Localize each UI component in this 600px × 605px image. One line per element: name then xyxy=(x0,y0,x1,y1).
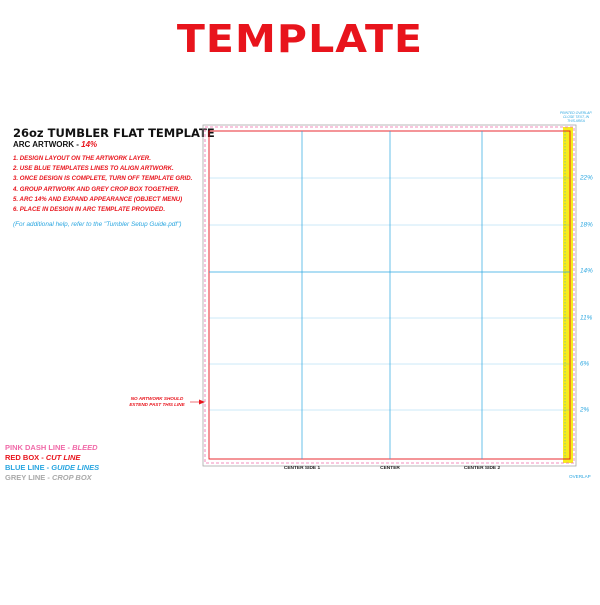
center-side-1-label: CENTER SIDE 1 xyxy=(283,466,321,471)
legend-value: CROP BOX xyxy=(51,473,92,482)
arc-percent-11: 11% xyxy=(580,314,593,322)
instruction-item: 3. ONCE DESIGN IS COMPLETE, TURN OFF TEMPLATE GRID. xyxy=(13,175,193,183)
instruction-item: 2. USE BLUE TEMPLATES LINES TO ALIGN ARTWORK. xyxy=(13,165,174,173)
center-side-2-label: CENTER SIDE 2 xyxy=(463,466,501,471)
center-label: CENTER xyxy=(380,466,400,471)
legend-value: GUIDE LINES xyxy=(51,463,100,472)
legend-key: RED BOX - xyxy=(5,453,46,462)
page-title: TEMPLATE xyxy=(176,17,424,61)
arc-label: ARC ARTWORK - xyxy=(13,140,82,149)
arc-percent-22: 22% xyxy=(580,174,593,182)
legend-value: CUT LINE xyxy=(45,453,81,462)
arc-percent-18: 18% xyxy=(580,221,593,229)
instruction-item: 1. DESIGN LAYOUT ON THE ARTWORK LAYER. xyxy=(13,155,151,162)
arc-percent-6: 6% xyxy=(580,360,590,368)
legend-key: GREY LINE - xyxy=(5,473,52,482)
overlap-area xyxy=(563,127,573,463)
arc-percent-2: 2% xyxy=(580,406,590,414)
no-artwork-note: NO ARTWORK SHOULD EXTEND PAST THIS LINE xyxy=(129,396,185,407)
crop-box xyxy=(203,125,576,466)
legend-value: BLEED xyxy=(72,443,98,452)
instruction-item: 6. PLACE IN DESIGN IN ARC TEMPLATE PROVIDED. xyxy=(13,206,166,214)
arc-percent-14: 14% xyxy=(580,267,593,275)
legend-key: PINK DASH LINE - xyxy=(5,443,73,452)
instruction-item: 5. ARC 14% AND EXPAND APPEARANCE (OBJECT MENU) xyxy=(13,195,183,203)
overlap-note: PRINTED OVERLAP. CLOSE TEXT, IN THIS AREA xyxy=(559,111,593,124)
instruction-item: 4. GROUP ARTWORK AND GREY CROP BOX TOGETHER. xyxy=(13,185,180,193)
arc-value: 14% xyxy=(81,140,98,149)
help-note: (For additional help, refer to the "Tumbler Setup Guide.pdf") xyxy=(13,221,182,228)
template-heading: 26oz TUMBLER FLAT TEMPLATE xyxy=(13,126,215,140)
legend-key: BLUE LINE - xyxy=(5,463,52,472)
arrow-head-icon xyxy=(199,400,205,405)
bleed-line xyxy=(205,127,574,463)
overlap-label: OVERLAP xyxy=(569,474,591,479)
